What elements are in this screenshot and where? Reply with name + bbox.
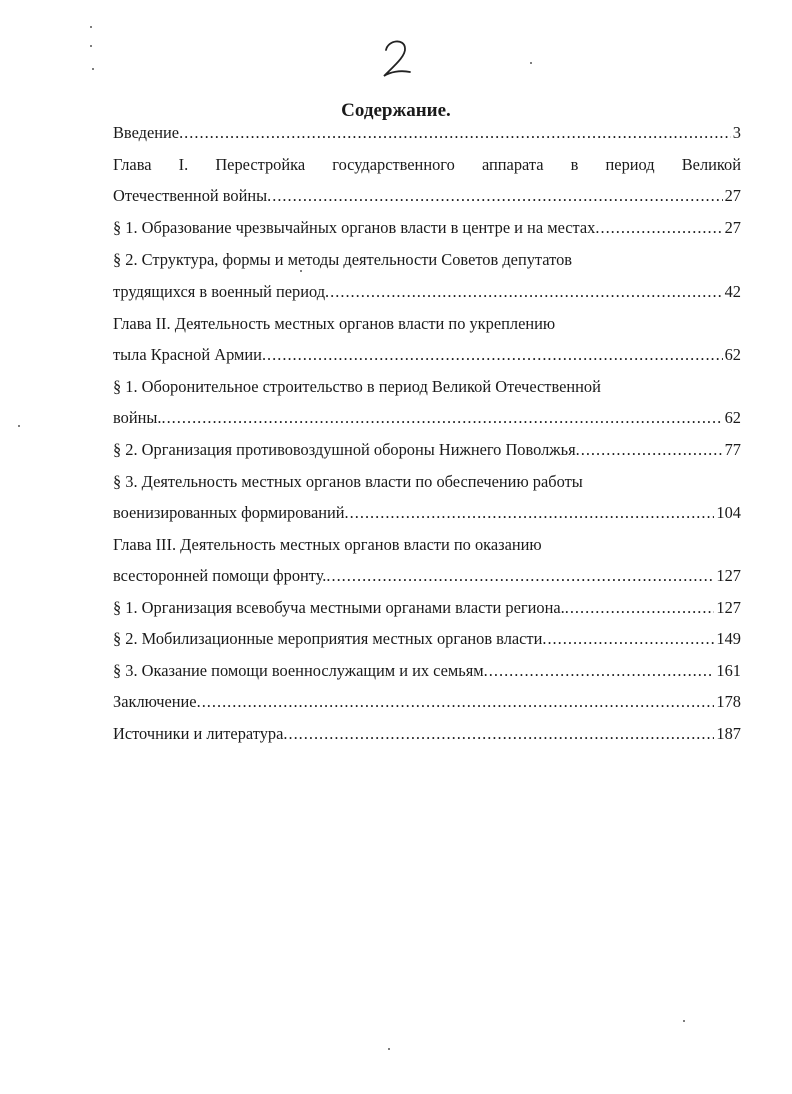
toc-entry-page: 127 [716, 566, 741, 585]
toc-entry-page: 3 [732, 123, 741, 142]
toc-entry [113, 566, 741, 586]
toc-entry-text: Отечественной войны [113, 186, 268, 205]
dot-leader [179, 123, 731, 143]
dot-leader [283, 724, 714, 744]
toc-entry [113, 629, 741, 649]
toc-entry-page: 104 [716, 503, 741, 522]
toc-entry-page: 77 [724, 440, 741, 459]
toc-entry-page: 178 [716, 692, 741, 711]
toc-entry-page: 42 [724, 282, 741, 301]
toc-entry-text: § 1. Организация всевобуча местными органами власти региона. [113, 598, 565, 617]
toc-entry [113, 472, 741, 492]
toc-entry [113, 724, 741, 744]
dot-leader [262, 345, 723, 365]
dot-leader [197, 692, 715, 712]
toc-entry-text: всесторонней помощи фронту. [113, 566, 327, 585]
speck [683, 1020, 685, 1022]
toc-entry-text: § 2. Организация противовоздушной обороны Нижнего Поволжья [113, 440, 576, 459]
dot-leader [595, 218, 722, 238]
dot-leader [326, 566, 714, 586]
toc-entry [113, 503, 741, 523]
toc-entry [113, 661, 741, 681]
toc-entry-text: войны. [113, 408, 162, 427]
toc-entry [113, 692, 741, 712]
toc-entry-page: 62 [724, 345, 741, 364]
toc-entry-text: трудящихся в военный период [113, 282, 326, 301]
speck [388, 1048, 390, 1050]
toc-entry [113, 250, 741, 270]
toc-entry-text: Заключение [113, 692, 197, 711]
toc-entry-text: § 3. Деятельность местных органов власти по обеспечению работы [113, 472, 583, 491]
toc-entry-text: Глава III. Деятельность местных органов власти по оказанию [113, 535, 542, 554]
speck [300, 270, 302, 272]
handwritten-page-number [378, 36, 418, 86]
dot-leader [542, 629, 714, 649]
toc-entry-text: Глава I. Перестройка государственного аппарата в период Великой [113, 155, 741, 174]
dot-leader [484, 661, 715, 681]
toc-entry-text: § 2. Структура, формы и методы деятельности Советов депутатов [113, 250, 573, 269]
dot-leader [345, 503, 715, 523]
toc-entry [113, 377, 741, 397]
dot-leader [267, 186, 722, 206]
toc-entry [113, 440, 741, 460]
toc-entry [113, 282, 741, 302]
toc-entry [113, 408, 741, 428]
toc-entry-text: Глава II. Деятельность местных органов власти по укреплению [113, 314, 556, 333]
speck [530, 62, 532, 64]
toc-entry-page: 187 [716, 724, 741, 743]
toc-entry-text: § 2. Мобилизационные мероприятия местных органов власти [113, 629, 543, 648]
toc-entry-page: 161 [716, 661, 741, 680]
toc-entry-text: военизированных формирований [113, 503, 345, 522]
toc-entry-text: § 3. Оказание помощи военнослужащим и их семьям [113, 661, 484, 680]
toc-entry-text: Введение [113, 123, 180, 142]
toc-entry-page: 127 [716, 598, 741, 617]
dot-leader [325, 282, 723, 302]
speck [90, 45, 92, 47]
toc-entry [113, 598, 741, 618]
toc-entry-page: 149 [716, 629, 741, 648]
toc-entry-text: Источники и литература [113, 724, 284, 743]
toc-entry-text: тыла Красной Армии [113, 345, 262, 364]
toc-entry [113, 314, 741, 334]
toc-entry [113, 186, 741, 206]
toc-entry-text: § 1. Оборонительное строительство в период Великой Отечественной [113, 377, 601, 396]
toc-entry [113, 155, 741, 175]
toc-entry-text: § 1. Образование чрезвычайных органов власти в центре и на местах [113, 218, 596, 237]
toc-entry [113, 535, 741, 555]
speck [92, 68, 94, 70]
speck [90, 26, 92, 28]
toc-entry-page: 27 [724, 218, 741, 237]
toc-entry-page: 27 [724, 186, 741, 205]
dot-leader [576, 440, 723, 460]
toc-entry-page: 62 [724, 408, 741, 427]
page-title: Содержание. [341, 100, 451, 121]
toc-entry [113, 123, 741, 143]
toc-entry [113, 345, 741, 365]
dot-leader [161, 408, 722, 428]
dot-leader [565, 598, 715, 618]
toc-entry [113, 218, 741, 238]
speck [18, 425, 20, 427]
